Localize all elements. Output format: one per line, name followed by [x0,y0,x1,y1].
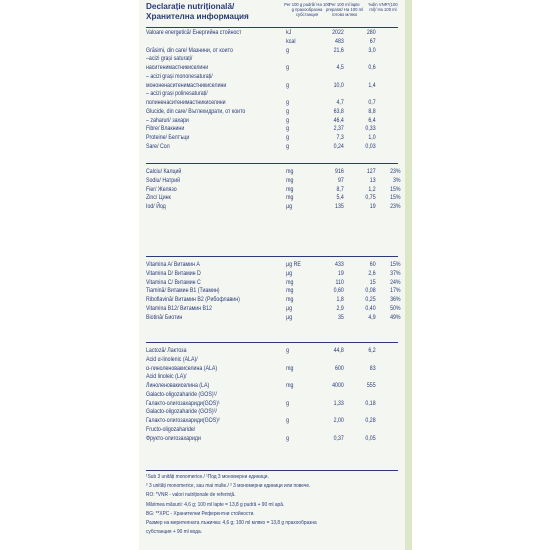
value-per-100g: 135 [335,203,344,210]
row-unit: mg [286,287,294,295]
row-unit: g [286,46,290,54]
table-row [146,54,363,63]
table-row [146,176,401,185]
table-row [146,313,401,322]
section-divider [146,342,398,343]
value-per-100g: 0,37 [333,434,344,442]
header-divider [146,27,398,28]
table-row [146,355,363,364]
row-label: Iod/ Йод [146,203,166,210]
row-unit: g [286,347,290,354]
row-unit: g [286,417,290,424]
row-label: Calciu/ Калций [146,168,182,175]
value-vnr-percent: 23% [390,203,401,210]
row-unit: g [286,434,290,442]
value-per-100g: 4,7 [336,99,344,106]
value-per-100ml: 0,33 [365,125,376,133]
row-label: Lactoză/ Лактоза [146,347,187,354]
value-per-100ml: 0,40 [365,304,376,312]
table-row [146,185,401,194]
value-per-100ml: 83 [369,364,376,372]
value-per-100ml: 0,05 [365,434,376,442]
footnote-line: ¹Sub 3 unități monomerice./ ¹Под 3 мономерни единици. [146,474,269,480]
title-ro: Declarație nutrițională/ [146,2,235,11]
table-row [146,346,376,355]
row-label: Glucide, din care/ Въглехидрати, от които [146,107,246,115]
value-per-100g: 21,6 [333,46,344,54]
header-col-vnr: %din VNR*(100 ml)/ На 100 ml [368,2,398,12]
table-row [146,269,401,278]
row-unit: g [286,81,290,89]
row-unit: mg [286,382,294,389]
row-unit: kJ [286,29,292,36]
table-row [146,278,401,287]
value-per-100ml: 6,2 [368,347,376,354]
value-per-100g: 63,8 [333,107,344,115]
row-label: Acid α-linolenic (ALA)/ [146,355,198,363]
row-label: Fibre/ Влакнини [146,125,185,133]
row-label: наситенимастникиселини [146,64,209,71]
row-label: Zinc/ Цинк [146,194,171,202]
value-vnr-percent: 3% [392,176,401,184]
value-vnr-percent: 15% [390,261,401,268]
value-vnr-percent: 15% [390,185,401,193]
footnote-line: Mărimea măsurii: 4,6 g; 100 ml lapte = 13,8 g pudră + 90 ml apă. [146,501,285,508]
table-row [146,407,363,416]
row-unit: g [286,134,290,141]
row-unit: mg [286,296,294,303]
row-label: Галакто-олигозахариди(GOS)² [146,417,220,424]
row-label: Biotină/ Биотин [146,313,183,321]
value-per-100ml: 555 [366,382,376,389]
value-vnr-percent: 49% [390,313,401,321]
table-row [146,37,376,46]
footnote-line: BG: **ХРС - Хранителни Референтни стойности. [146,510,255,517]
row-label: Линоленовакиселина (LA) [146,382,210,389]
row-unit: g [286,99,290,106]
row-unit: µg RE [286,261,301,268]
table-row [146,72,363,81]
value-per-100g: 483 [335,37,344,45]
table-row [146,116,376,125]
value-vnr-percent: 17% [390,287,401,295]
row-label: α-линоленовакиселина (ALA) [146,364,218,372]
table-row [146,381,376,390]
footnote-divider [146,470,398,471]
value-vnr-percent: 24% [390,278,401,286]
row-unit: µg [286,203,293,210]
value-per-100g: 19 [337,269,344,277]
header-col-milk: Per 100 ml lapte preparat/ На 100 ml готово мляко [325,2,363,17]
value-per-100ml: 0,08 [365,287,376,295]
row-label: Sare/ Сол [146,142,170,150]
table-row [146,98,376,107]
row-unit: g [286,142,290,150]
row-label: Галакто-олигозахариди(GOS)¹ [146,399,220,407]
row-label: Valoare energetică/ Енергийна стойност [146,29,242,36]
row-unit: mg [286,278,294,286]
row-label: Tiamină/ Витамин B1 (Тиамин) [146,287,220,295]
table-row [146,260,401,269]
row-unit: mg [286,364,294,372]
value-per-100ml: 0,25 [365,296,376,303]
value-per-100ml: 1,2 [368,185,376,193]
value-per-100ml: 0,28 [365,417,376,424]
footnote-line: Размер на мерителната лъжичка: 4,6 g; 100 ml мляко = 13,8 g прахообразна [146,520,317,526]
value-per-100g: 2022 [332,29,344,36]
value-per-100g: 1,33 [333,399,344,407]
row-label: Galacto-oligozaharide (GOS)²/ [146,408,217,416]
value-per-100g: 97 [337,176,344,184]
panel-edge-stripe [405,0,412,550]
table-row [146,107,376,116]
title-bg: Хранителна информация [146,11,249,21]
row-label: Fructo-oligozaharide/ [146,425,196,433]
value-per-100g: 10,0 [333,81,344,89]
row-label: Vitamina D/ Витамин D [146,269,201,277]
value-per-100g: 0,60 [333,287,344,295]
table-row [146,202,401,211]
table-row [146,425,363,434]
table-row [146,167,401,176]
value-per-100ml: 13 [369,176,376,184]
section-divider [146,256,398,257]
row-label: Фрукто-олигозахариди [146,434,201,442]
table-row [146,46,376,55]
value-per-100ml: 3,0 [368,46,376,54]
value-per-100ml: 6,4 [368,116,376,124]
value-per-100g: 916 [335,168,344,175]
row-label: Sodiu/ Натрий [146,176,181,184]
table-row [146,364,376,373]
value-per-100ml: 1,0 [368,134,376,141]
row-unit: mg [286,194,294,202]
value-vnr-percent: 23% [390,168,401,175]
table-row [146,390,363,399]
row-unit: g [286,125,290,133]
row-unit: mg [286,176,294,184]
table-row [146,133,376,142]
row-label: Fier/ Желязо [146,185,177,193]
table-row [146,399,376,408]
value-per-100g: 4000 [332,382,344,389]
row-label: Vitamina C/ Витамин C [146,278,201,286]
value-per-100g: 2,9 [336,304,344,312]
row-label: – acizi grași mononesaturați/ [146,72,213,80]
row-label: Riboflavină/ Витамин B2 (Рибофлавин) [146,296,240,303]
value-per-100g: 2,00 [333,417,344,424]
table-row [146,63,376,72]
row-label: Proteine/ Белтъци [146,134,190,141]
value-per-100ml: 2,6 [368,269,376,277]
row-unit: kcal [286,37,296,45]
value-per-100ml: 8,8 [368,107,376,115]
value-per-100g: 2,37 [333,125,344,133]
section-divider [146,163,398,164]
table-row [146,142,376,151]
table-title [146,2,258,21]
footnote-line: ² 3 unități monomerice, sau mai multe./ ² 3 мономерни единици или повече. [146,483,311,490]
footnote-line: субстанция + 90 ml вода. [146,529,202,536]
value-per-100g: 600 [335,364,344,372]
value-per-100ml: 0,75 [365,194,376,202]
row-label: – zaharuri/ захари [146,116,189,124]
row-label: – acizi grași polinesaturați/ [146,90,208,98]
value-vnr-percent: 37% [390,269,401,277]
table-row [146,89,363,98]
row-unit: mg [286,168,294,175]
value-per-100ml: 0,6 [368,64,376,71]
row-unit: µg [286,313,293,321]
value-per-100ml: 15 [369,278,376,286]
row-label: Vitamina A/ Витамин A [146,261,200,268]
row-unit: µg [286,304,293,312]
row-label: –acizi grași saturați/ [146,55,193,63]
value-per-100ml: 0,03 [365,142,376,150]
value-per-100g: 433 [335,261,344,268]
value-per-100g: 8,7 [336,185,344,193]
table-row [146,372,363,381]
value-per-100g: 110 [335,278,344,286]
row-unit: g [286,399,290,407]
row-unit: µg [286,269,293,277]
header-col-powder: Per 100 g pudră/ На 100 g прахообразна субстанция [284,2,330,17]
value-per-100ml: 60 [369,261,376,268]
value-vnr-percent: 50% [390,304,401,312]
row-label: Acid linoleic (LA)/ [146,373,187,381]
value-per-100ml: 67 [369,37,376,45]
value-per-100ml: 1,4 [368,81,376,89]
row-unit: g [286,116,290,124]
table-row [146,193,401,202]
value-per-100ml: 127 [366,168,376,175]
row-label: Galacto-oligozaharide (GOS)¹/ [146,390,217,398]
value-per-100ml: 4,9 [368,313,376,321]
table-row [146,434,376,443]
row-label: мононенаситенимастникиселини [146,81,227,89]
row-label: Grăsimi, din care/ Мазнини, от които [146,46,233,54]
value-per-100g: 46,4 [333,116,344,124]
value-per-100ml: 0,18 [365,399,376,407]
value-per-100g: 1,8 [336,296,344,303]
value-per-100g: 4,5 [336,64,344,71]
row-label: Vitamina B12/ Витамин B12 [146,304,212,312]
footnote-line: RO: *VNR - valori nutriționale de referință. [146,492,236,499]
value-per-100g: 35 [337,313,344,321]
value-per-100ml: 280 [366,29,376,36]
table-row [146,304,401,313]
row-unit: g [286,64,290,71]
row-unit: mg [286,185,294,193]
table-header [146,2,398,24]
value-per-100ml: 0,7 [368,99,376,106]
table-row [146,124,376,133]
table-row [146,28,376,37]
table-row [146,416,376,425]
value-vnr-percent: 36% [390,296,401,303]
row-unit: g [286,107,290,115]
table-row [146,81,376,90]
value-per-100ml: 19 [369,203,376,210]
value-per-100g: 0,24 [333,142,344,150]
value-per-100g: 5,4 [336,194,344,202]
row-label: полиненаситенимастникиселини [146,99,226,106]
table-row [146,286,401,295]
value-per-100g: 44,8 [333,347,344,354]
value-vnr-percent: 15% [390,194,401,202]
value-per-100g: 7,3 [336,134,344,141]
table-row [146,295,401,304]
